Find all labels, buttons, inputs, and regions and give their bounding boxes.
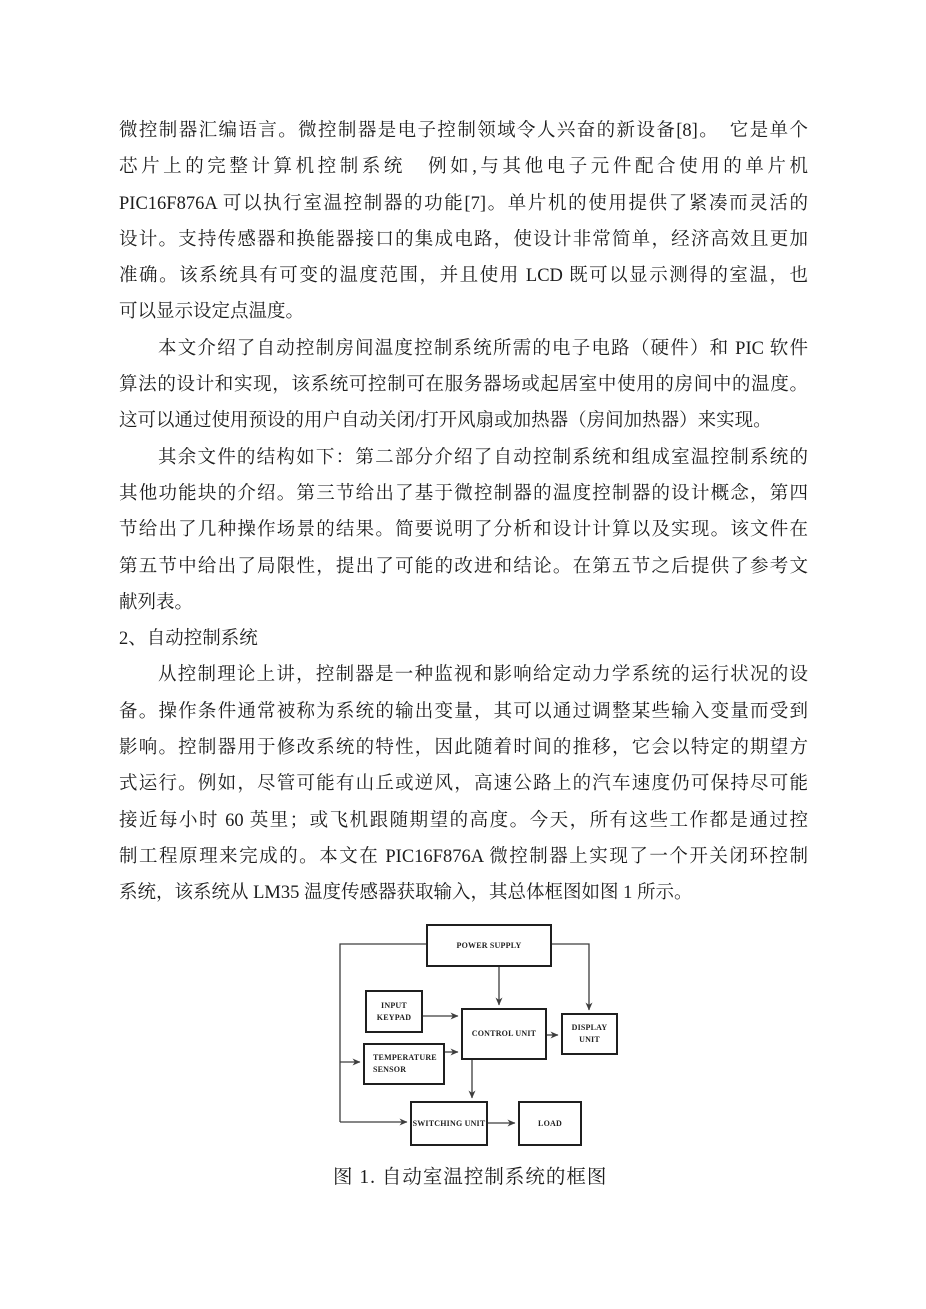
switching-unit-box (410, 1101, 488, 1146)
temperature-sensor-label: TEMPERATURE SENSOR (373, 1053, 437, 1074)
text-line: 微控制器汇编语言。微控制器是电子控制领域令人兴奋的新设备[8]。 它是单个 (119, 121, 808, 141)
text-line: 节给出了几种操作场景的结果。简要说明了分析和设计计算以及实现。该文件在 (119, 520, 808, 541)
text-line: 其余文件的结构如下：第二部分介绍了自动控制系统和组成室温控制系统的 (158, 447, 808, 468)
text-line: 备。操作条件通常被称为系统的输出变量，其可以通过调整某些输入变量而受到 (119, 701, 808, 722)
input-keypad-box (365, 990, 423, 1033)
text-line: 从控制理论上讲，控制器是一种监视和影响给定动力学系统的运行状况的设 (158, 665, 808, 686)
control-unit-box (461, 1008, 547, 1060)
figure-caption: 图 1. 自动室温控制系统的框图 (333, 1167, 608, 1188)
text-line: 本文介绍了自动控制房间温度控制系统所需的电子电路（硬件）和 PIC 软件 (158, 338, 808, 359)
text-line: PIC16F876A 可以执行室温控制器的功能[7]。单片机的使用提供了紧凑而灵活的 (119, 193, 808, 214)
control-unit-label: CONTROL UNIT (471, 1029, 537, 1039)
text-line: 设计。支持传感器和换能器接口的集成电路，使设计非常简单，经济高效且更加 (119, 229, 808, 250)
text-line: 可以显示设定点温度。 (119, 302, 305, 323)
text-line: 准确。该系统具有可变的温度范围，并且使用 LCD 既可以显示测得的室温，也 (119, 266, 808, 287)
text-line: 第五节中给出了局限性，提出了可能的改进和结论。在第五节之后提供了参考文 (119, 556, 808, 577)
text-line: 式运行。例如，尽管可能有山丘或逆风，高速公路上的汽车速度仍可保持尽可能 (119, 774, 808, 795)
text-line: 其他功能块的介绍。第三节给出了基于微控制器的温度控制器的设计概念，第四 (119, 483, 808, 504)
text-line: 影响。控制器用于修改系统的特性，因此随着时间的推移，它会以特定的期望方 (119, 738, 808, 759)
text-line: 芯片上的完整计算机控制系统 例如,与其他电子元件配合使用的单片机 (119, 157, 808, 178)
text-line: 这可以通过使用预设的用户自动关闭/打开风扇或加热器（房间加热器）来实现。 (119, 411, 772, 432)
power-supply-label: POWER SUPPLY (456, 940, 522, 950)
body-text (119, 113, 808, 912)
temperature-sensor-box (363, 1043, 445, 1085)
load-label: LOAD (538, 1118, 562, 1128)
text-line: 算法的设计和实现，该系统可控制可在服务器场或起居室中使用的房间中的温度。 (119, 375, 808, 396)
text-line: 献列表。 (119, 592, 194, 613)
text-line: 2、自动控制系统 (119, 629, 258, 650)
text-line: 制工程原理来完成的。本文在 PIC16F876A 微控制器上实现了一个开关闭环控制 (119, 846, 808, 867)
text-line: 系统，该系统从 LM35 温度传感器获取输入，其总体框图如图 1 所示。 (119, 883, 693, 904)
load-box (518, 1101, 582, 1146)
power-supply-box (426, 924, 552, 967)
switching-unit-label: SWITCHING UNIT (412, 1118, 486, 1128)
display-unit-label: DISPLAY UNIT (571, 1023, 608, 1044)
display-unit-box (561, 1013, 618, 1055)
input-keypad-label: INPUT KEYPAD (376, 1000, 412, 1022)
text-line: 接近每小时 60 英里；或飞机跟随期望的高度。今天，所有这些工作都是通过控 (119, 810, 808, 831)
